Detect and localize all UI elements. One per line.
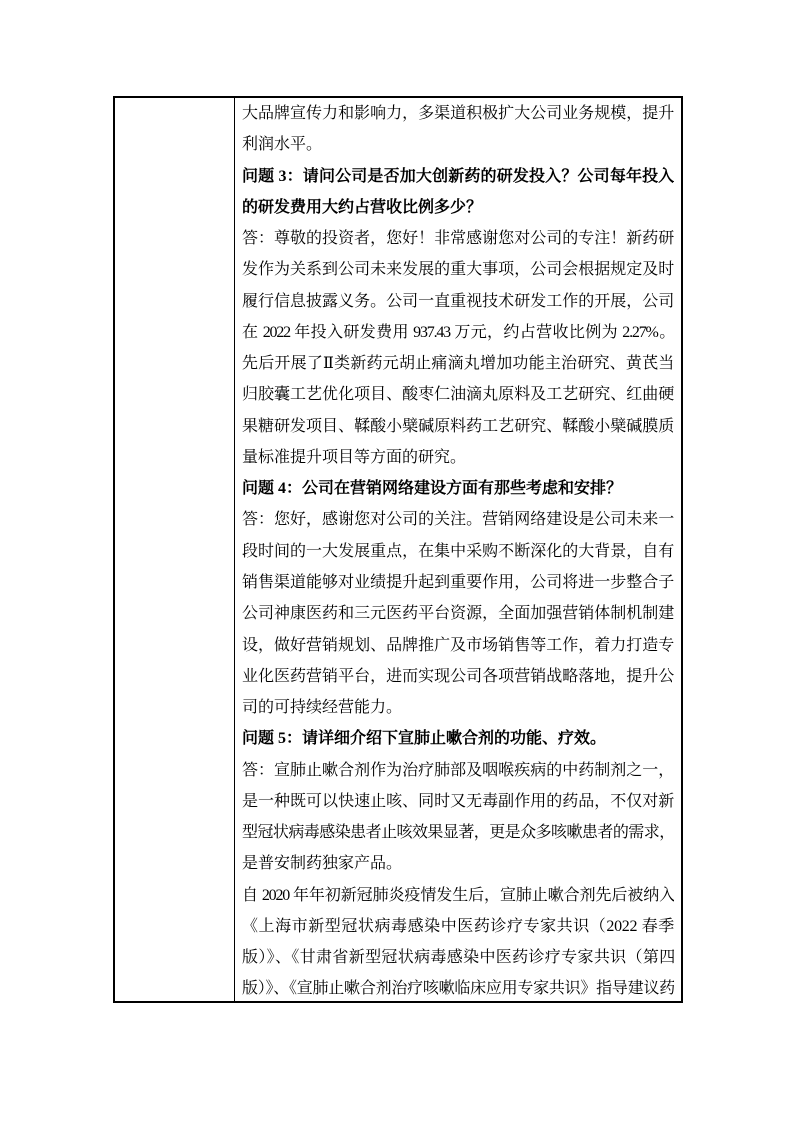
question-line: 问题 3：请问公司是否加大创新药的研发投入？公司每年投入 (242, 167, 674, 185)
answer-line: 果糖研发项目、鞣酸小檗碱原料药工艺研究、鞣酸小檗碱膜质 (242, 417, 674, 435)
answer-line: 履行信息披露义务。公司一直重视技术研发工作的开展，公司 (242, 292, 674, 310)
answer-line: 归胶囊工艺优化项目、酸枣仁油滴丸原料及工艺研究、红曲硬 (242, 386, 674, 404)
answer-line: 答：宣肺止嗽合剂作为治疗肺部及咽喉疾病的中药制剂之一， (242, 761, 674, 779)
answer-line: 版）》、《宣肺止嗽合剂治疗咳嗽临床应用专家共识》指导建议药 (242, 980, 674, 998)
table-left-cell (115, 98, 235, 1001)
question-line: 问题 5：请详细介绍下宣肺止嗽合剂的功能、疗效。 (242, 730, 607, 748)
answer-line: 答：尊敬的投资者，您好！非常感谢您对公司的专注！新药研 (242, 230, 674, 248)
answer-line: 型冠状病毒感染患者止咳效果显著，更是众多咳嗽患者的需求， (242, 824, 674, 842)
answer-line: 利润水平。 (242, 136, 323, 154)
answer-line: 是一种既可以快速止咳、同时又无毒副作用的药品，不仅对新 (242, 792, 674, 810)
answer-line: 销售渠道能够对业绩提升起到重要作用，公司将进一步整合子 (242, 573, 674, 591)
qa-content-cell (235, 98, 681, 1001)
answer-line: 设，做好营销规划、品牌推广及市场销售等工作，着力打造专 (242, 636, 674, 654)
answer-line: 发作为关系到公司未来发展的重大事项，公司会根据规定及时 (242, 261, 674, 279)
question-line: 问题 4：公司在营销网络建设方面有那些考虑和安排？ (242, 480, 623, 498)
answer-line: 大品牌宣传力和影响力，多渠道积极扩大公司业务规模，提升 (242, 105, 674, 122)
answer-line: 是普安制药独家产品。 (242, 855, 403, 873)
answer-line: 司的可持续经营能力。 (242, 699, 403, 717)
question-line: 的研发费用大约占营收比例多少？ (242, 198, 483, 216)
answer-line: 先后开展了Ⅱ类新药元胡止痛滴丸增加功能主治研究、黄芪当 (242, 355, 674, 373)
answer-line: 答：您好，感谢您对公司的关注。营销网络建设是公司未来一 (242, 511, 674, 529)
answer-line: 公司神康医药和三元医药平台资源，全面加强营销体制机制建 (242, 605, 674, 623)
answer-line: 在 2022 年投入研发费用 937.43 万元，约占营收比例为 2.27%。 (242, 323, 674, 341)
answer-line: 《上海市新型冠状病毒感染中医药诊疗专家共识（2022 春季 (242, 917, 674, 935)
answer-line: 自 2020 年年初新冠肺炎疫情发生后，宣肺止嗽合剂先后被纳入 (242, 886, 674, 904)
answer-line: 段时间的一大发展重点，在集中采购不断深化的大背景，自有 (242, 542, 674, 560)
answer-line: 版）》、《甘肃省新型冠状病毒感染中医药诊疗专家共识（第四 (242, 949, 674, 967)
qa-table (113, 96, 683, 1003)
answer-line: 业化医药营销平台，进而实现公司各项营销战略落地，提升公 (242, 667, 674, 685)
answer-line: 量标准提升项目等方面的研究。 (242, 448, 467, 466)
